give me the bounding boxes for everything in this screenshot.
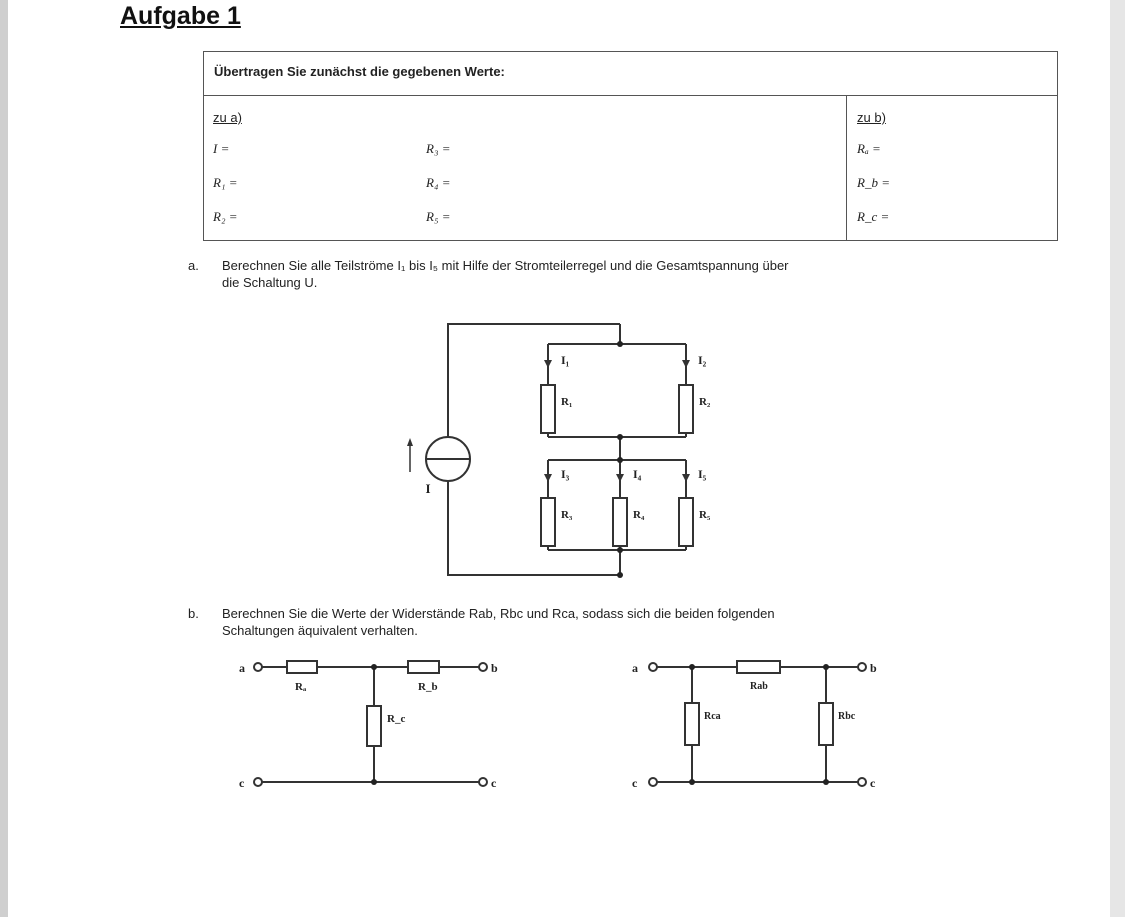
terminal-a-circle (254, 663, 262, 671)
terminal-c-right-label: c (870, 776, 876, 790)
heading-a: zu a) (213, 110, 242, 125)
value-Ra: Rₐ = (857, 141, 881, 156)
resistor-R4 (613, 498, 627, 546)
page-title: Aufgabe 1 (120, 2, 241, 30)
terminal-c-left-circle (649, 778, 657, 786)
terminal-c-left-circle (254, 778, 262, 786)
resistor-Rb (408, 661, 439, 673)
resistor-label-Rc: R_c (387, 713, 406, 725)
task-a-text-line2: die Schaltung U. (222, 275, 318, 290)
terminal-c-right-circle (479, 778, 487, 786)
terminal-c-left-label: c (632, 776, 638, 790)
table-cell-a (204, 96, 847, 241)
resistor-label-Rbc: Rbc (838, 711, 856, 722)
star-network-diagram (225, 648, 515, 798)
terminal-b-circle (858, 663, 866, 671)
resistor-label-Rb: R_b (418, 681, 438, 693)
resistor-label-R5: R₅ (699, 509, 711, 521)
terminal-a-label: a (239, 661, 245, 675)
resistor-label-R3: R₃ (561, 509, 573, 521)
value-R4: R₄ = (426, 175, 451, 190)
resistor-R2 (679, 385, 693, 433)
value-Rc: R_c = (857, 209, 890, 224)
resistor-R1 (541, 385, 555, 433)
terminal-b-label: b (491, 661, 498, 675)
resistor-Ra (287, 661, 317, 673)
resistor-label-Ra: Rₐ (295, 681, 307, 693)
page-edge (1110, 0, 1125, 917)
resistor-Rc (367, 706, 381, 746)
terminal-b-circle (479, 663, 487, 671)
current-source-symbol (407, 437, 470, 481)
terminal-c-right-label: c (491, 776, 497, 790)
task-b-number: b. (188, 606, 199, 621)
resistor-Rca (685, 703, 699, 745)
resistor-R3 (541, 498, 555, 546)
current-label-I2: I₂ (698, 353, 707, 367)
value-R1: R₁ = (213, 175, 238, 190)
task-a-number: a. (188, 258, 199, 273)
terminal-a-label: a (632, 661, 638, 675)
value-R5: R₅ = (426, 209, 451, 224)
terminal-b-label: b (870, 661, 877, 675)
resistor-label-R2: R₂ (699, 396, 711, 408)
terminal-a-circle (649, 663, 657, 671)
task-b-text-line2: Schaltungen äquivalent verhalten. (222, 623, 418, 638)
resistor-R5 (679, 498, 693, 546)
resistor-label-Rca: Rca (704, 711, 721, 722)
task-b-text-line1: Berechnen Sie die Werte der Widerstände Rab, Rbc und Rca, sodass sich die beiden folgenden (222, 606, 775, 621)
delta-network-diagram (620, 648, 910, 798)
heading-b: zu b) (857, 110, 886, 125)
circuit-a-diagram (380, 310, 740, 590)
resistor-Rbc (819, 703, 833, 745)
terminal-c-left-label: c (239, 776, 245, 790)
current-label-I3: I₃ (561, 467, 570, 481)
current-label-I1: I₁ (561, 353, 570, 367)
current-label-I5: I₅ (698, 467, 707, 481)
terminal-c-right-circle (858, 778, 866, 786)
value-R3: R₃ = (426, 141, 451, 156)
resistor-label-R4: R₄ (633, 509, 645, 521)
resistor-label-R1: R₁ (561, 396, 573, 408)
source-label: I (425, 481, 431, 496)
task-a-text-line1: Berechnen Sie alle Teilströme I₁ bis I₅ mit Hilfe der Stromteilerregel und die Gesamtspannung über (222, 258, 789, 273)
current-label-I4: I₄ (633, 467, 642, 481)
table-cell-b (847, 96, 1058, 241)
table-header: Übertragen Sie zunächst die gegebenen Werte: (204, 52, 1058, 96)
value-I: I = (213, 141, 230, 156)
given-values-table (203, 51, 1058, 241)
value-Rb: R_b = (857, 175, 890, 190)
resistor-Rab (737, 661, 780, 673)
resistor-label-Rab: Rab (750, 681, 768, 692)
value-R2: R₂ = (213, 209, 238, 224)
